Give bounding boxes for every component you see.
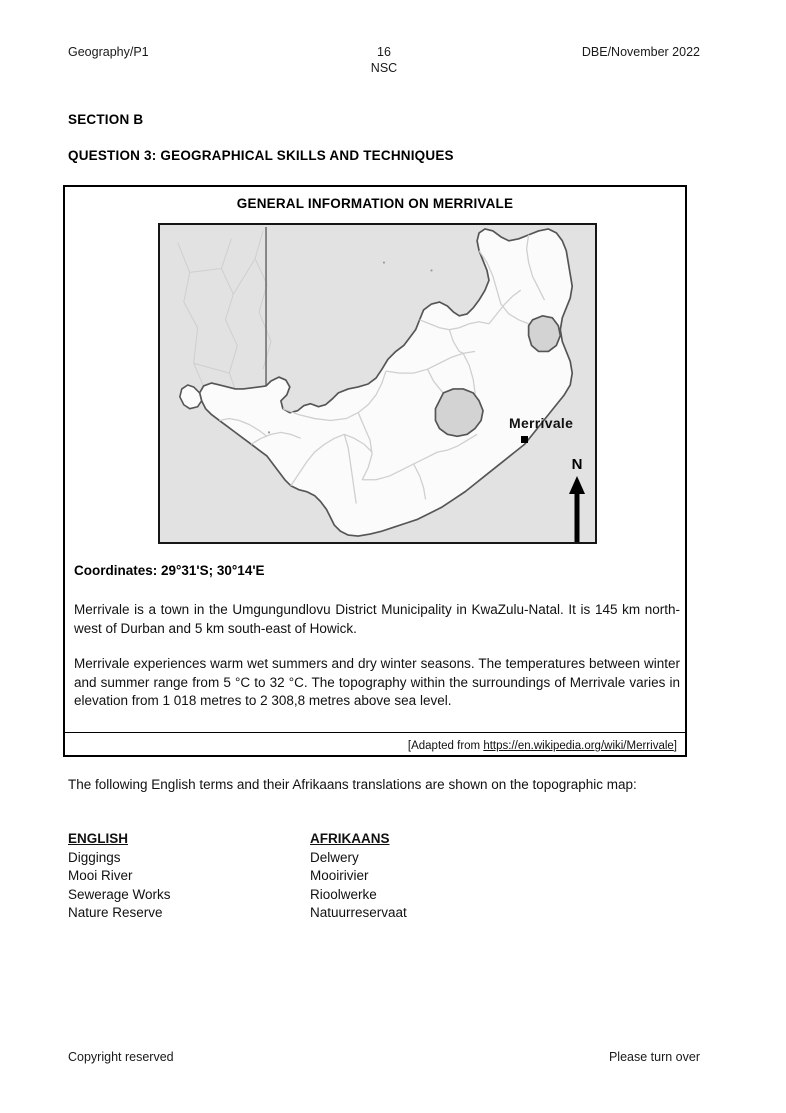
source-prefix: [Adapted from (407, 740, 484, 752)
term-english: Mooi River (68, 868, 133, 883)
map-svg (160, 225, 595, 542)
terms-intro-text: The following English terms and their Afrikaans translations are shown on the topographic map: (68, 777, 637, 792)
terms-row (68, 867, 568, 886)
term-english: Nature Reserve (68, 905, 163, 920)
term-afrikaans: Delwery (310, 849, 359, 865)
section-label: SECTION B (68, 112, 144, 127)
header-exam-code: NSC (370, 61, 398, 75)
term-english: Diggings (68, 849, 121, 865)
north-arrow (564, 456, 590, 544)
footer-copyright: Copyright reserved (68, 1050, 174, 1064)
terms-row (68, 904, 568, 923)
source-citation (408, 740, 677, 752)
merrivale-label: Merrivale (509, 415, 574, 431)
terms-table (68, 830, 568, 923)
running-header (68, 45, 700, 79)
terms-header-afrikaans: AFRIKAANS (310, 831, 390, 846)
term-afrikaans: Rioolwerke (310, 886, 377, 902)
header-board-date: DBE/November 2022 (581, 45, 700, 59)
south-africa-map (158, 223, 597, 544)
terms-row (68, 886, 568, 905)
merrivale-location-marker (521, 436, 528, 443)
footer-turn-over: Please turn over (608, 1050, 700, 1064)
north-label: N (571, 456, 583, 473)
eswatini-enclave (529, 316, 561, 352)
term-afrikaans: Mooirivier (310, 868, 369, 883)
header-page-number: 16 (377, 45, 391, 59)
climate-paragraph: Merrivale experiences warm wet summers and dry winter seasons. The temperatures between winter and summer range from 5 °C to 32 °C. The topography within the surroundings of Merrivale varies in elevation from 1 018 metres to 2 308,8 metres above sea level. (74, 656, 680, 708)
term-afrikaans: Natuurreservaat (310, 905, 407, 920)
terms-row (68, 849, 568, 868)
source-link[interactable]: https://en.wikipedia.org/wiki/Merrivale (483, 740, 674, 752)
source-suffix: ] (673, 740, 677, 752)
description-paragraph: Merrivale is a town in the Umgungundlovu District Municipality in KwaZulu-Natal. It is 145 km north-west of Durban and 5 km south-east of Howick. (74, 602, 680, 636)
terms-header-english: ENGLISH (68, 831, 129, 846)
terms-header-row (68, 830, 568, 849)
info-box-title: GENERAL INFORMATION ON MERRIVALE (236, 196, 514, 211)
question-heading: QUESTION 3: GEOGRAPHICAL SKILLS AND TECHNIQUES (68, 148, 454, 163)
header-subject: Geography/P1 (68, 45, 149, 59)
source-divider (65, 732, 685, 733)
coordinates-line: Coordinates: 29°31'S; 30°14'E (74, 563, 265, 578)
general-information-box (63, 185, 687, 757)
term-english: Sewerage Works (68, 886, 171, 902)
north-arrow-glyph (564, 476, 590, 544)
